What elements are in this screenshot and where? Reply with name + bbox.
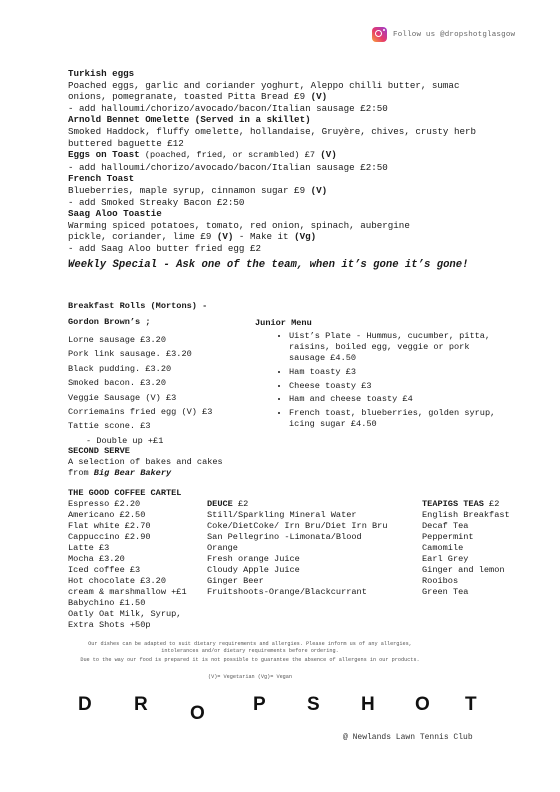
item-desc-suffix: - Make it <box>233 231 295 243</box>
vegan-tag: (Vg) <box>294 231 317 243</box>
item-name: Turkish eggs <box>68 68 135 79</box>
list-item: Tattie scone. £3 <box>68 421 151 432</box>
item-desc: pickle, coriander, lime £9 <box>68 231 217 243</box>
list-item: Smoked bacon. £3.20 <box>68 378 166 389</box>
list-item: • Ham toasty £3 <box>289 367 505 378</box>
list-item: Still/Sparkling Mineral Water <box>207 510 357 520</box>
list-item: Hot chocolate £3.20 <box>68 576 166 586</box>
item-desc: buttered baguette £12 <box>68 137 184 149</box>
item-addon: - add halloumi/chorizo/avocado/bacon/Italian sausage £2:50 <box>68 161 388 173</box>
menu-item-arnold-bennet-omelette <box>68 114 508 149</box>
teapigs-heading: TEAPIGS TEAS <box>422 499 484 509</box>
menu-item-eggs-on-toast <box>68 149 508 173</box>
list-item: Cappuccino £2.90 <box>68 532 151 542</box>
item-addon: - add halloumi/chorizo/avocado/bacon/Italian sausage £2:50 <box>68 102 388 114</box>
teapigs-menu <box>422 499 532 598</box>
club-location: @ Newlands Lawn Tennis Club <box>343 733 473 742</box>
item-desc: onions, pomegranate, toasted Pitta Bread £9 <box>68 91 311 103</box>
item-name: Eggs on Toast <box>68 149 140 161</box>
list-item: Ginger and lemon <box>422 565 505 575</box>
menu-item-saag-aloo-toastie <box>68 208 508 254</box>
rolls-subheading: Gordon Brown’s ; <box>68 317 151 327</box>
list-item: San Pellegrino -Limonata/Blood <box>207 532 362 542</box>
double-up-note: - Double up +£1 <box>86 435 164 446</box>
veg-tag: (V) <box>320 149 337 161</box>
second-serve-from: from <box>68 468 94 478</box>
list-item: Camomile <box>422 543 464 553</box>
junior-heading: Junior Menu <box>255 318 312 328</box>
list-item: Flat white £2.70 <box>68 521 151 531</box>
list-item: Cloudy Apple Juice <box>207 565 300 575</box>
list-item: Oatly Oat Milk, Syrup, <box>68 609 182 619</box>
dropshot-logo <box>70 694 490 724</box>
item-desc: Blueberries, maple syrup, cinnamon sugar £9 <box>68 184 311 196</box>
list-item: • Uist’s Plate - Hummus, cucumber, pitta, raisins, boiled egg, veggie or pork sausage £4.50 <box>289 331 505 365</box>
coffee-heading: THE GOOD COFFEE CARTEL <box>68 488 182 498</box>
list-item: Orange <box>207 543 238 553</box>
instagram-handle: Follow us @dropshotglasgow <box>393 30 516 39</box>
junior-list <box>255 331 505 430</box>
breakfast-rolls <box>68 300 258 448</box>
list-item: Corriemains fried egg (V) £3 <box>68 407 213 418</box>
veg-tag: (V) <box>216 231 234 243</box>
logo-letter: T <box>465 694 477 715</box>
list-item: Decaf Tea <box>422 521 469 531</box>
item-sub: (poached, fried, or scrambled) £7 <box>139 150 321 161</box>
list-item: Pork link sausage. £3.20 <box>68 349 192 360</box>
bakery-name: Big Bear Bakery <box>93 468 172 478</box>
list-item: Fruitshoots-Orange/Blackcurrant <box>207 587 367 597</box>
item-desc: Poached eggs, garlic and coriander yoghurt, Aleppo chilli butter, sumac <box>68 79 460 91</box>
list-item: Black pudding. £3.20 <box>68 363 172 374</box>
diet-key: (V)= Vegetarian (Vg)= Vegan <box>207 674 293 680</box>
list-item: Iced coffee £3 <box>68 565 141 575</box>
weekly-special: Weekly Special - Ask one of the team, when it’s gone it’s gone! <box>68 259 469 271</box>
junior-menu <box>255 317 505 433</box>
rolls-heading: Breakfast Rolls (Mortons) - <box>68 301 208 311</box>
list-item: • French toast, blueberries, golden syrup, icing sugar £4.50 <box>289 408 505 430</box>
item-addon: - add Saag Aloo butter fried egg £2 <box>68 242 261 254</box>
list-item: Coke/DietCoke/ Irn Bru/Diet Irn Bru <box>207 521 388 531</box>
instagram-icon <box>372 27 387 42</box>
veg-tag: (V) <box>310 91 328 103</box>
list-item: Green Tea <box>422 587 469 597</box>
item-name: Arnold Bennet Omelette (Served in a skillet) <box>68 114 311 126</box>
deuce-heading: DEUCE <box>207 499 233 509</box>
veg-tag: (V) <box>310 184 328 196</box>
item-name: French Toast <box>68 173 135 185</box>
list-item: Americano £2.50 <box>68 510 146 520</box>
list-item: Rooibos <box>422 576 459 586</box>
list-item: Earl Grey <box>422 554 469 564</box>
item-name: Saag Aloo Toastie <box>68 208 162 220</box>
list-item: Latte £3 <box>68 543 110 553</box>
coffee-menu <box>68 488 218 631</box>
instagram-follow[interactable] <box>372 27 515 42</box>
second-serve-line: A selection of bakes and cakes <box>68 457 223 467</box>
list-item: Mocha £3.20 <box>68 554 125 564</box>
list-item: Peppermint <box>422 532 474 542</box>
list-item: Ginger Beer <box>207 576 264 586</box>
deuce-menu <box>207 499 417 598</box>
logo-letter: O <box>415 694 430 715</box>
logo-letter: S <box>307 694 320 715</box>
list-item: cream & marshmallow +£1 <box>68 587 187 597</box>
menu-item-french-toast <box>68 173 508 208</box>
item-desc: Warming spiced potatoes, tomato, red onion, spinach, aubergine <box>68 219 410 231</box>
second-serve-heading: SECOND SERVE <box>68 446 130 456</box>
item-addon: - add Smoked Streaky Bacon £2:50 <box>68 196 245 208</box>
logo-letter: R <box>134 694 148 715</box>
list-item: Fresh orange Juice <box>207 554 300 564</box>
second-serve <box>68 446 288 479</box>
list-item: Lorne sausage £3.20 <box>68 335 166 345</box>
list-item: Veggie Sausage (V) £3 <box>68 392 177 403</box>
logo-letter: P <box>253 694 266 715</box>
breakfast-menu <box>68 68 508 255</box>
teapigs-price: £2 <box>483 499 500 509</box>
list-item: • Ham and cheese toasty £4 <box>289 394 505 405</box>
logo-letter: D <box>78 694 92 715</box>
logo-letter: O <box>190 703 205 724</box>
item-desc: Smoked Haddock, fluffy omelette, hollandaise, Gruyère, chives, crusty herb <box>68 125 476 137</box>
logo-letter: H <box>361 694 375 715</box>
list-item: Espresso £2.20 <box>68 499 141 509</box>
allergen-notice: Due to the way our food is prepared it is not possible to guarantee the absence of allergens in our products. <box>80 657 420 663</box>
allergy-disclaimer: Our dishes can be adapted to suit dietary requirements and allergies. Please inform us of any allergies, intolerances and/or dietary requirements before ordering. <box>88 641 412 654</box>
deuce-price: £2 <box>232 499 249 509</box>
menu-item-turkish-eggs <box>68 68 508 114</box>
list-item: Babychino £1.50 <box>68 598 146 608</box>
list-item: • Cheese toasty £3 <box>289 381 505 392</box>
list-item: Extra Shots +50p <box>68 620 151 630</box>
list-item: English Breakfast <box>422 510 510 520</box>
